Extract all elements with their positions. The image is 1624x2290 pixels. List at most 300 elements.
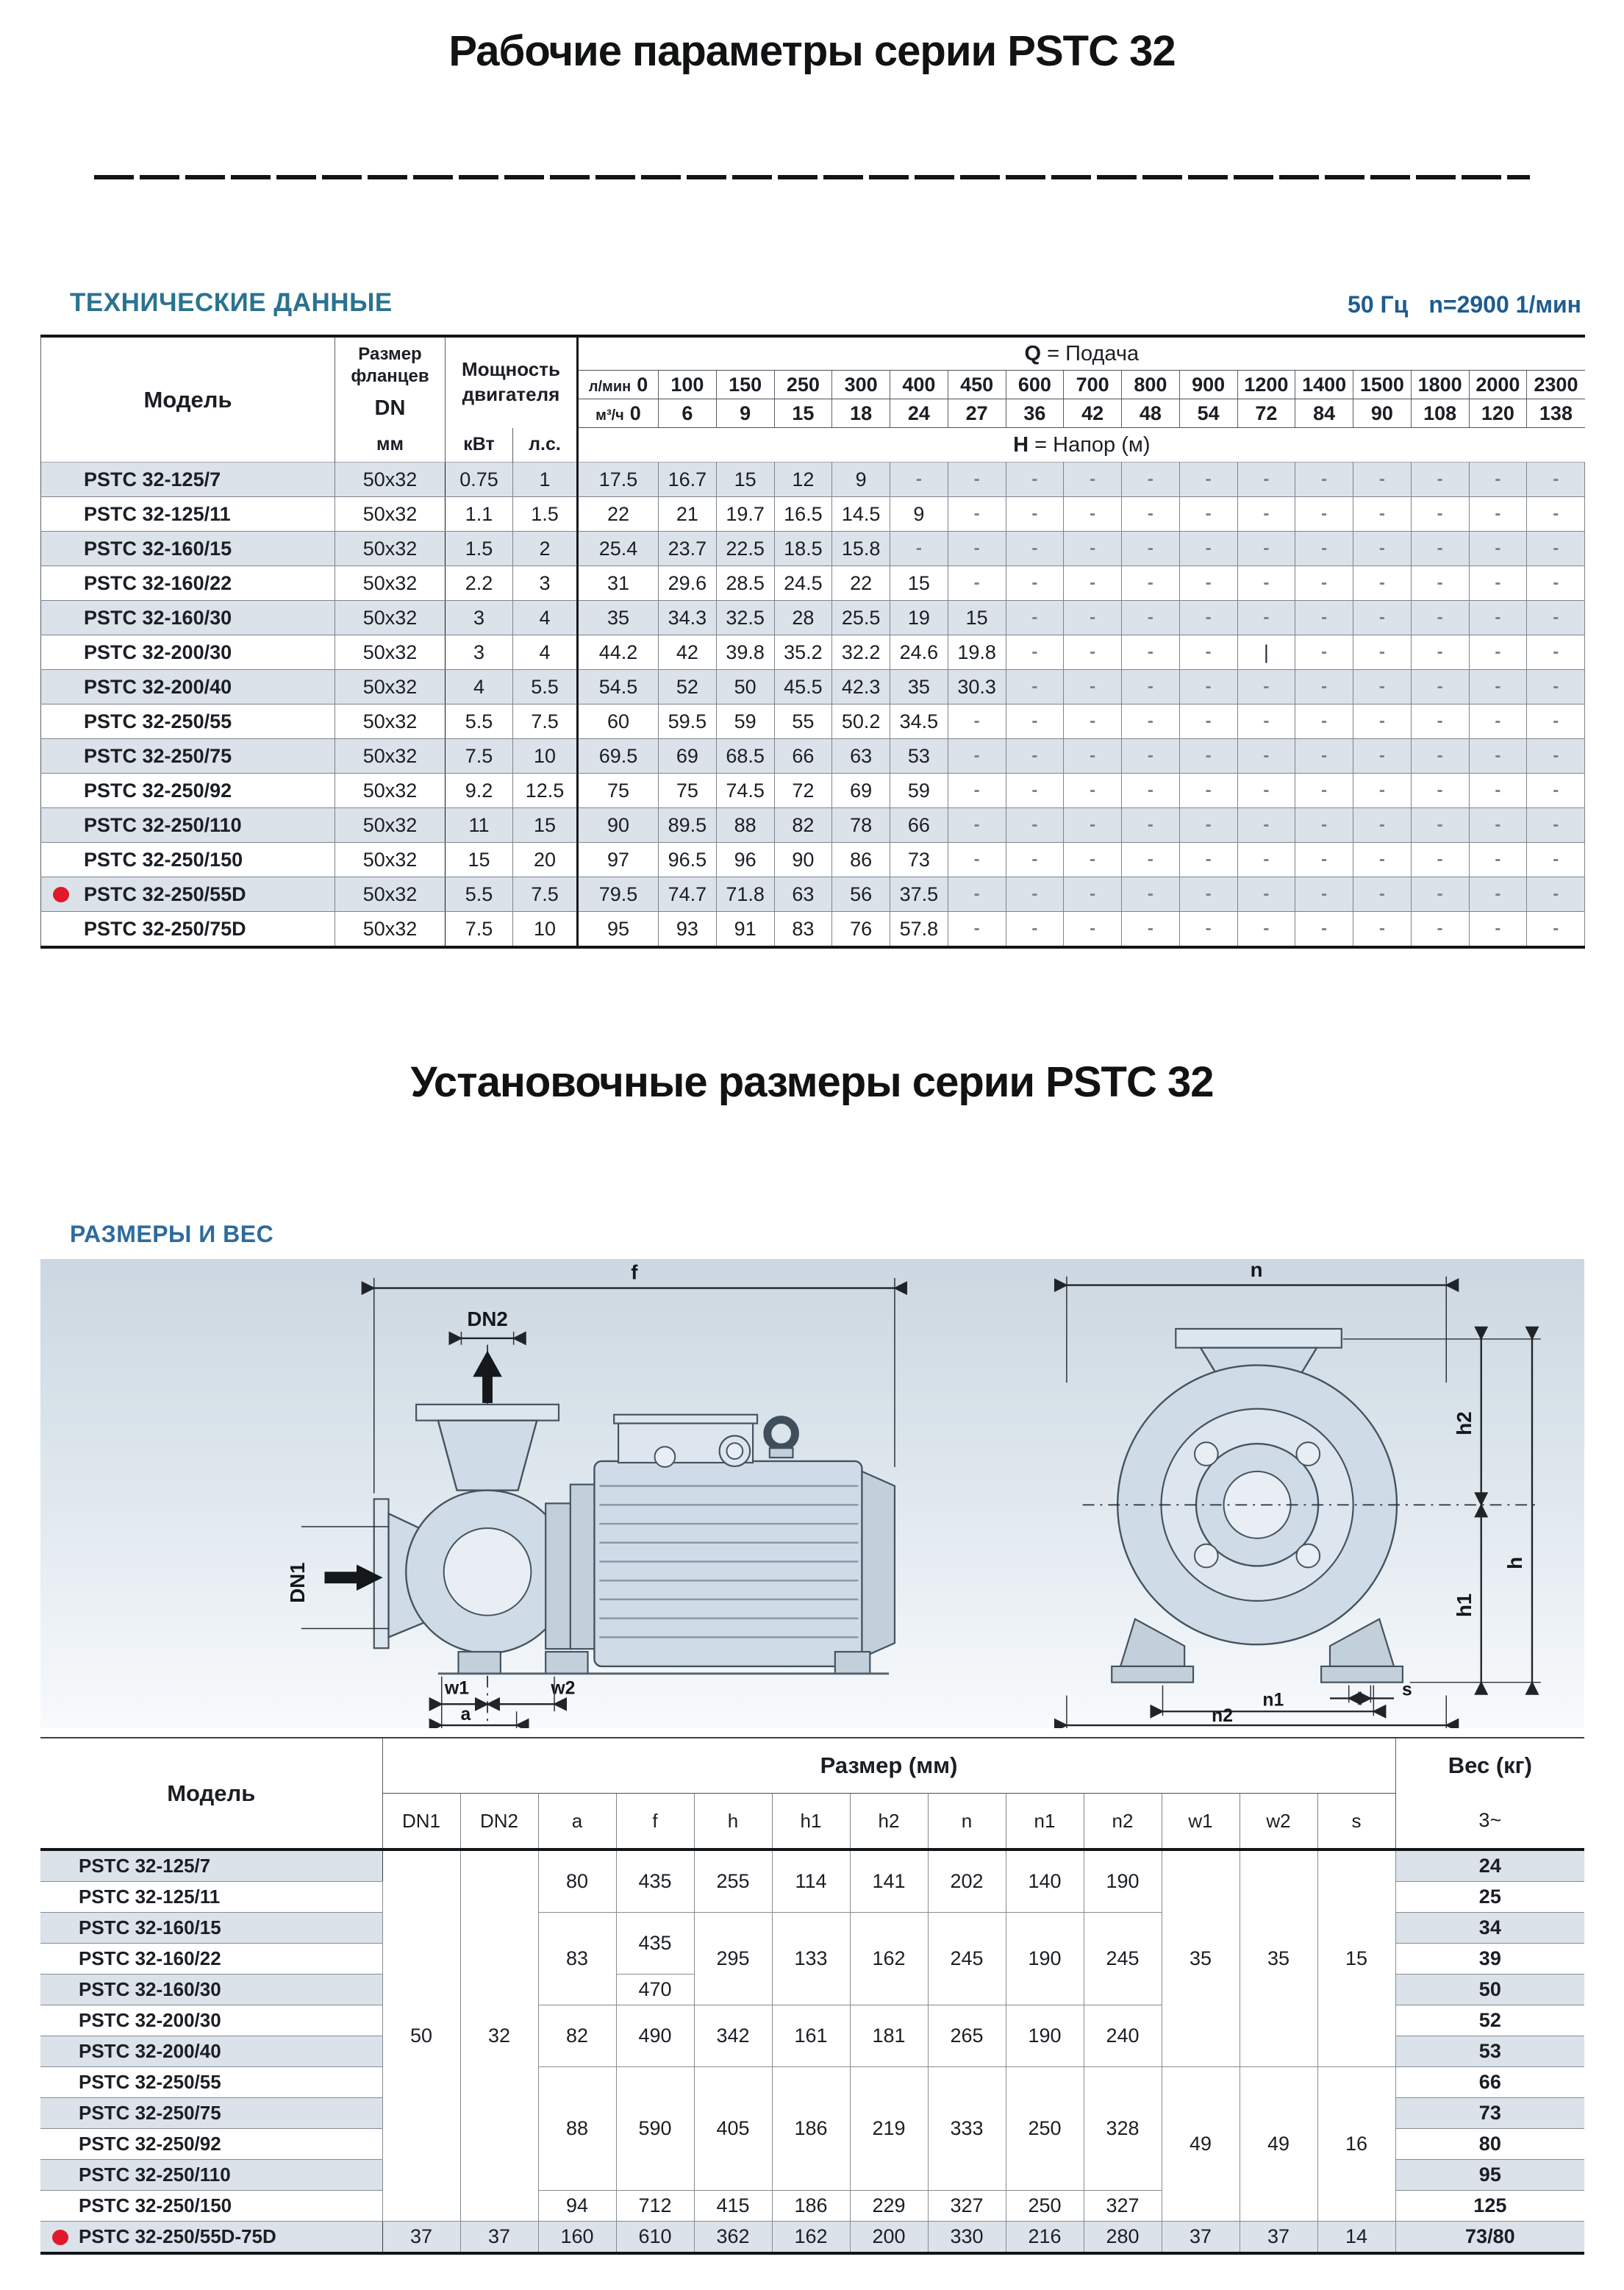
dimension-value-cell: 83 <box>538 1913 616 2005</box>
head-value-cell: - <box>1064 739 1122 774</box>
head-value-cell: - <box>1122 843 1180 877</box>
dim-header-cell: n <box>928 1794 1006 1850</box>
head-value-cell: - <box>1237 739 1295 774</box>
head-value-cell: 15 <box>716 463 774 497</box>
flow-value: 27 <box>965 402 988 424</box>
flow-value: 120 <box>1481 402 1514 424</box>
head-value-cell: - <box>1469 808 1527 843</box>
flow-value: 600 <box>1017 373 1051 396</box>
dim-label-h1: h1 <box>1452 1593 1475 1617</box>
page-title-performance: Рабочие параметры серии PSTC 32 <box>448 27 1176 75</box>
head-value-cell: 68.5 <box>716 739 774 774</box>
flow-value: 84 <box>1313 402 1336 424</box>
dimension-value-cell: 250 <box>1006 2191 1084 2222</box>
head-value-cell: 50 <box>716 670 774 705</box>
section-technical-data: ТЕХНИЧЕСКИЕ ДАННЫЕ <box>70 288 393 317</box>
head-value-cell: - <box>1411 532 1469 566</box>
head-value-cell: - <box>1353 497 1412 532</box>
head-value-cell: 52 <box>659 670 717 705</box>
weight-value-cell: 95 <box>1395 2160 1584 2191</box>
model-cell <box>41 566 335 601</box>
model-cell <box>40 2191 382 2222</box>
head-value-cell: - <box>1122 635 1180 670</box>
suction-flange <box>374 1499 389 1648</box>
model-cell <box>41 497 335 532</box>
head-value-cell: - <box>1179 532 1237 566</box>
flow-header-cell <box>659 371 717 399</box>
head-value-cell: - <box>1527 566 1585 601</box>
dim-header-cell: w2 <box>1240 1794 1317 1850</box>
flow-value: 1500 <box>1359 373 1404 396</box>
lifting-eye-base <box>770 1448 793 1458</box>
flow-header-cell <box>832 371 890 399</box>
head-value-cell: - <box>948 463 1006 497</box>
head-value-cell: - <box>1122 739 1180 774</box>
head-value-cell: - <box>1295 635 1353 670</box>
head-value-cell: 28 <box>774 601 832 635</box>
head-value-cell: - <box>1469 566 1527 601</box>
head-value-cell: - <box>1353 532 1412 566</box>
pump-foot-rear <box>545 1652 587 1674</box>
model-cell <box>41 843 335 877</box>
head-value-cell: - <box>1064 774 1122 808</box>
power-hp-cell: 20 <box>513 843 578 877</box>
model-name: PSTC 32-200/40 <box>79 2040 221 2062</box>
head-value-cell: - <box>1179 601 1237 635</box>
head-value-cell: - <box>1527 877 1585 912</box>
head-value-cell: 31 <box>578 566 659 601</box>
dimension-value-cell: 133 <box>772 1913 850 2005</box>
dimension-value-cell: 35 <box>1162 1850 1240 2067</box>
weight-value-cell: 39 <box>1395 1944 1584 1975</box>
head-value-cell: - <box>1295 497 1353 532</box>
dimension-value-cell: 490 <box>616 2005 694 2067</box>
dimension-value-cell: 37 <box>1240 2222 1317 2254</box>
head-value-cell: - <box>1064 497 1122 532</box>
head-value-cell: 59.5 <box>659 705 717 739</box>
flow-header-cell <box>716 371 774 399</box>
dimension-value-cell: 590 <box>616 2067 694 2191</box>
head-value-cell: - <box>1179 808 1237 843</box>
head-value-cell: 21 <box>659 497 717 532</box>
head-value-cell: - <box>1237 705 1295 739</box>
dimension-value-cell: 280 <box>1084 2222 1162 2254</box>
red-dot-icon <box>52 2230 68 2245</box>
head-value-cell: - <box>1122 877 1180 912</box>
head-value-cell: - <box>1295 566 1353 601</box>
head-value-cell: 69 <box>832 774 890 808</box>
flow-value: 300 <box>844 373 878 396</box>
flow-value: 48 <box>1139 402 1162 424</box>
head-value-cell: - <box>1411 705 1469 739</box>
power-label2: двигателя <box>462 383 560 406</box>
lifting-eye <box>768 1420 795 1448</box>
head-value-cell: - <box>1179 566 1237 601</box>
head-value-cell: - <box>890 532 948 566</box>
flow-value: 400 <box>902 373 936 396</box>
t1-row <box>41 705 1585 739</box>
flow-header-cell <box>1122 371 1180 399</box>
flow-header-cell <box>1122 399 1180 428</box>
head-value-cell: - <box>1064 670 1122 705</box>
flow-value: 6 <box>682 402 693 424</box>
flow-arrow-up <box>473 1351 502 1403</box>
head-value-cell: - <box>1064 566 1122 601</box>
model-name: PSTC 32-160/30 <box>79 1978 221 2000</box>
dimension-value-cell: 82 <box>538 2005 616 2067</box>
head-value-cell: - <box>1295 774 1353 808</box>
head-value-cell: - <box>1122 532 1180 566</box>
head-value-cell: - <box>1006 566 1064 601</box>
flange-size-cell: 50x32 <box>335 497 446 532</box>
power-kw-cell: 2.2 <box>446 566 513 601</box>
t2-weight-header: Вес (кг) <box>1448 1752 1532 1779</box>
head-value-cell: - <box>1006 912 1064 948</box>
head-value-cell: - <box>1122 808 1180 843</box>
weight-value-cell: 24 <box>1395 1850 1584 1882</box>
dimension-value-cell: 216 <box>1006 2222 1084 2254</box>
head-value-cell: 18.5 <box>774 532 832 566</box>
head-value-cell: 23.7 <box>659 532 717 566</box>
flow-value: 54 <box>1197 402 1220 424</box>
head-value-cell: - <box>1064 601 1122 635</box>
flow-value: 800 <box>1134 373 1167 396</box>
head-value-cell: - <box>1006 808 1064 843</box>
head-value-cell: - <box>1411 670 1469 705</box>
head-value-cell: 35 <box>890 670 948 705</box>
model-name: PSTC 32-250/55D-75D <box>79 2225 276 2247</box>
head-value-cell: - <box>1064 463 1122 497</box>
model-cell <box>40 1850 382 1882</box>
model-cell <box>40 2160 382 2191</box>
t2-model-header: Модель <box>40 1738 382 1850</box>
head-value-cell: 22 <box>832 566 890 601</box>
power-kw-cell: 3 <box>446 601 513 635</box>
head-value-cell: 74.7 <box>659 877 717 912</box>
head-value-cell: - <box>1122 774 1180 808</box>
head-value-cell: 97 <box>578 843 659 877</box>
head-value-cell: - <box>1411 635 1469 670</box>
head-value-cell: - <box>1411 463 1469 497</box>
flow-header-cell <box>1179 399 1237 428</box>
dim-label-a: a <box>460 1705 471 1725</box>
model-name: PSTC 32-250/110 <box>79 2164 231 2186</box>
model-name: PSTC 32-200/30 <box>79 2009 221 2031</box>
right-foot-pad <box>1321 1666 1403 1683</box>
weight-value-cell: 25 <box>1395 1882 1584 1913</box>
t1-row <box>41 532 1585 566</box>
dim-label-f: f <box>631 1260 638 1284</box>
power-kw-cell: 1.5 <box>446 532 513 566</box>
model-name: PSTC 32-160/22 <box>79 1947 221 1969</box>
dimension-value-cell: 330 <box>928 2222 1006 2254</box>
dim-label-dn2: DN2 <box>467 1308 508 1331</box>
head-value-cell: - <box>1006 877 1064 912</box>
model-name: PSTC 32-160/30 <box>84 606 232 629</box>
model-name: PSTC 32-125/11 <box>79 1886 221 1908</box>
model-cell <box>41 670 335 705</box>
t1-row <box>41 739 1585 774</box>
flow-header-cell <box>1469 371 1527 399</box>
performance-table <box>40 335 1585 949</box>
pump-side-view-drawing <box>40 1259 941 1728</box>
dimension-value-cell: 160 <box>538 2222 616 2254</box>
dimension-value-cell: 140 <box>1006 1850 1084 1913</box>
dimension-value-cell: 245 <box>928 1913 1006 2005</box>
flow-header-cell <box>948 371 1006 399</box>
model-name: PSTC 32-250/92 <box>84 779 232 802</box>
head-value-cell: - <box>1237 774 1295 808</box>
dimension-value-cell: 32 <box>460 1850 538 2222</box>
head-value-cell: 25.4 <box>578 532 659 566</box>
model-name: PSTC 32-250/75 <box>79 2102 221 2124</box>
head-value-cell: - <box>1469 877 1527 912</box>
dimension-value-cell: 255 <box>694 1850 772 1913</box>
section-dimensions-weight: РАЗМЕРЫ И ВЕС <box>70 1221 274 1247</box>
head-value-cell: - <box>1179 843 1237 877</box>
head-value-cell: 19.7 <box>716 497 774 532</box>
head-value-cell: 22 <box>578 497 659 532</box>
dim-label-n1: n1 <box>1262 1690 1284 1711</box>
dim-header-cell: a <box>538 1794 616 1850</box>
t1-row <box>41 566 1585 601</box>
dimension-value-cell: 240 <box>1084 2005 1162 2067</box>
model-name: PSTC 32-250/92 <box>79 2133 221 2155</box>
head-value-cell: 24.5 <box>774 566 832 601</box>
flow-value: 90 <box>1370 402 1393 424</box>
flow-arrow-right-stem <box>324 1572 357 1583</box>
head-value-cell: - <box>948 566 1006 601</box>
head-value-cell: - <box>1469 601 1527 635</box>
head-value-cell: - <box>1006 739 1064 774</box>
head-value-cell: - <box>1411 739 1469 774</box>
head-value-cell: 53 <box>890 739 948 774</box>
dimension-value-cell: 328 <box>1084 2067 1162 2191</box>
head-value-cell: - <box>948 497 1006 532</box>
flow-header-cell <box>1295 371 1353 399</box>
weight-value-cell: 80 <box>1395 2129 1584 2160</box>
power-kw-cell: 3 <box>446 635 513 670</box>
model-cell <box>40 2036 382 2067</box>
head-value-cell: - <box>1295 912 1353 948</box>
flange-size-cell: 50x32 <box>335 670 446 705</box>
flow-header-cell <box>1353 399 1412 428</box>
flange-size-label2: фланцев <box>351 366 429 387</box>
left-foot-pad <box>1112 1666 1193 1683</box>
t2-row <box>40 2222 1584 2254</box>
dimension-value-cell: 190 <box>1006 1913 1084 2005</box>
dimension-value-cell: 49 <box>1162 2067 1240 2222</box>
dimension-value-cell: 15 <box>1317 1850 1395 2067</box>
model-name: PSTC 32-250/55 <box>84 710 232 732</box>
t1-row <box>41 497 1585 532</box>
head-value-cell: - <box>1527 497 1585 532</box>
bolt-hole-4 <box>1296 1544 1320 1568</box>
dim-label-dn1: DN1 <box>285 1562 309 1603</box>
head-value-cell: - <box>1527 774 1585 808</box>
pump-backplate <box>545 1503 572 1649</box>
head-value-cell: - <box>1469 670 1527 705</box>
head-value-cell: - <box>1179 739 1237 774</box>
head-value-cell: - <box>1353 601 1412 635</box>
head-value-cell: - <box>948 532 1006 566</box>
model-cell <box>40 1882 382 1913</box>
head-value-cell: - <box>1411 566 1469 601</box>
dim-header-cell: DN2 <box>460 1794 538 1850</box>
flow-value: 108 <box>1423 402 1457 424</box>
head-value-cell: 90 <box>578 808 659 843</box>
head-value-cell: 42.3 <box>832 670 890 705</box>
flow-header-cell <box>1237 399 1295 428</box>
head-value-cell: - <box>948 912 1006 948</box>
model-cell <box>40 2129 382 2160</box>
performance-table-wrap <box>40 335 1584 949</box>
head-value-cell: - <box>1122 497 1180 532</box>
flow-header-cell <box>1006 399 1064 428</box>
head-value-cell: - <box>1179 877 1237 912</box>
head-value-cell: 32.5 <box>716 601 774 635</box>
model-name: PSTC 32-250/75 <box>84 744 232 767</box>
flow-value: 1400 <box>1302 373 1347 396</box>
head-value-cell: - <box>1353 705 1412 739</box>
head-value-cell: 59 <box>890 774 948 808</box>
dim-label-s: s <box>1401 1680 1412 1700</box>
head-value-cell: - <box>1179 463 1237 497</box>
h-caption: = Напор (м) <box>1029 432 1151 457</box>
power-kw-cell: 11 <box>446 808 513 843</box>
head-value-cell: - <box>1237 912 1295 948</box>
weight-value-cell: 73 <box>1395 2098 1584 2129</box>
dimension-value-cell: 610 <box>616 2222 694 2254</box>
head-value-cell: - <box>1179 670 1237 705</box>
power-label: Мощность <box>462 358 560 381</box>
dimension-value-cell: 37 <box>1162 2222 1240 2254</box>
flow-header-cell <box>716 399 774 428</box>
head-value-cell: - <box>1122 705 1180 739</box>
model-name: PSTC 32-200/40 <box>84 675 232 698</box>
dimension-value-cell: 327 <box>928 2191 1006 2222</box>
head-value-cell: - <box>1122 566 1180 601</box>
kw-label: кВт <box>446 428 513 463</box>
head-value-cell: 22.5 <box>716 532 774 566</box>
head-value-cell: - <box>1295 877 1353 912</box>
flange-size-cell: 50x32 <box>335 705 446 739</box>
flow-value: 2000 <box>1475 373 1520 396</box>
bolt-hole-2 <box>1296 1442 1320 1466</box>
head-value-cell: 9 <box>832 463 890 497</box>
head-value-cell: - <box>1527 463 1585 497</box>
head-value-cell: 69 <box>659 739 717 774</box>
dim-header-cell: n2 <box>1084 1794 1162 1850</box>
model-name: PSTC 32-200/30 <box>84 641 232 663</box>
head-value-cell: - <box>1527 601 1585 635</box>
flow-header-cell <box>578 371 659 399</box>
head-value-cell: - <box>1122 601 1180 635</box>
model-cell <box>40 2067 382 2098</box>
head-value-cell: - <box>1411 877 1469 912</box>
power-hp-cell: 7.5 <box>513 705 578 739</box>
flow-value: 42 <box>1081 402 1104 424</box>
head-value-cell: - <box>1469 843 1527 877</box>
flange-size-cell: 50x32 <box>335 601 446 635</box>
head-value-cell: 90 <box>774 843 832 877</box>
pump-drawings-panel <box>40 1259 1584 1728</box>
head-value-cell: 86 <box>832 843 890 877</box>
power-kw-cell: 7.5 <box>446 739 513 774</box>
model-cell <box>40 2222 382 2254</box>
head-value-cell: - <box>1469 705 1527 739</box>
head-value-cell: 28.5 <box>716 566 774 601</box>
head-value-cell: 35.2 <box>774 635 832 670</box>
head-value-cell: - <box>948 739 1006 774</box>
head-value-cell: - <box>1122 912 1180 948</box>
flange-size-cell: 50x32 <box>335 566 446 601</box>
flow-value: 138 <box>1539 402 1573 424</box>
head-value-cell: 69.5 <box>578 739 659 774</box>
bolt-hole-3 <box>1195 1544 1218 1568</box>
head-value-cell: 35 <box>578 601 659 635</box>
flow-header-cell <box>832 399 890 428</box>
t2-size-header: Размер (мм) <box>382 1738 1395 1794</box>
head-value-cell: 34.3 <box>659 601 717 635</box>
dimension-value-cell: 342 <box>694 2005 772 2067</box>
t2-header-row-1 <box>40 1738 1584 1794</box>
flow-header-cell <box>948 399 1006 428</box>
t1-flange-header <box>335 336 446 428</box>
head-value-cell: 95 <box>578 912 659 948</box>
model-cell <box>40 2005 382 2036</box>
dimension-value-cell: 415 <box>694 2191 772 2222</box>
model-name: PSTC 32-250/55D <box>84 882 246 905</box>
dim-label-h2: h2 <box>1452 1411 1475 1435</box>
head-value-cell: 37.5 <box>890 877 948 912</box>
dimension-value-cell: 435 <box>616 1850 694 1913</box>
power-hp-cell: 15 <box>513 808 578 843</box>
model-cell <box>41 912 335 948</box>
dim-label-n2: n2 <box>1212 1706 1234 1727</box>
head-value-cell: 34.5 <box>890 705 948 739</box>
head-value-cell: 78 <box>832 808 890 843</box>
t1-q-header <box>578 336 1585 371</box>
power-hp-cell: 7.5 <box>513 877 578 912</box>
weight-value-cell: 125 <box>1395 2191 1584 2222</box>
dimensions-table <box>40 1737 1584 2255</box>
flow-header-cell <box>1353 371 1412 399</box>
head-value-cell: 29.6 <box>659 566 717 601</box>
dim-header-cell: h2 <box>850 1794 928 1850</box>
flow-value: 1200 <box>1244 373 1289 396</box>
flow-header-cell <box>1064 371 1122 399</box>
flow-value: 24 <box>907 402 930 424</box>
head-value-cell: - <box>1469 774 1527 808</box>
flow-header-cell <box>578 399 659 428</box>
head-value-cell: 75 <box>578 774 659 808</box>
t2-row <box>40 1850 1584 1882</box>
flow-unit-label: м³/ч <box>595 407 624 424</box>
flow-value: 72 <box>1255 402 1278 424</box>
head-value-cell: - <box>1064 877 1122 912</box>
head-value-cell: 93 <box>659 912 717 948</box>
model-name: PSTC 32-250/150 <box>84 848 243 871</box>
head-value-cell: 14.5 <box>832 497 890 532</box>
head-value-cell: 79.5 <box>578 877 659 912</box>
speed-value: n=2900 1/мин <box>1428 291 1581 318</box>
head-value-cell: - <box>1179 912 1237 948</box>
power-kw-cell: 1.1 <box>446 497 513 532</box>
head-value-cell: | <box>1237 635 1295 670</box>
page-title-dimensions: Установочные размеры серии PSTC 32 <box>410 1058 1214 1106</box>
model-cell <box>41 601 335 635</box>
